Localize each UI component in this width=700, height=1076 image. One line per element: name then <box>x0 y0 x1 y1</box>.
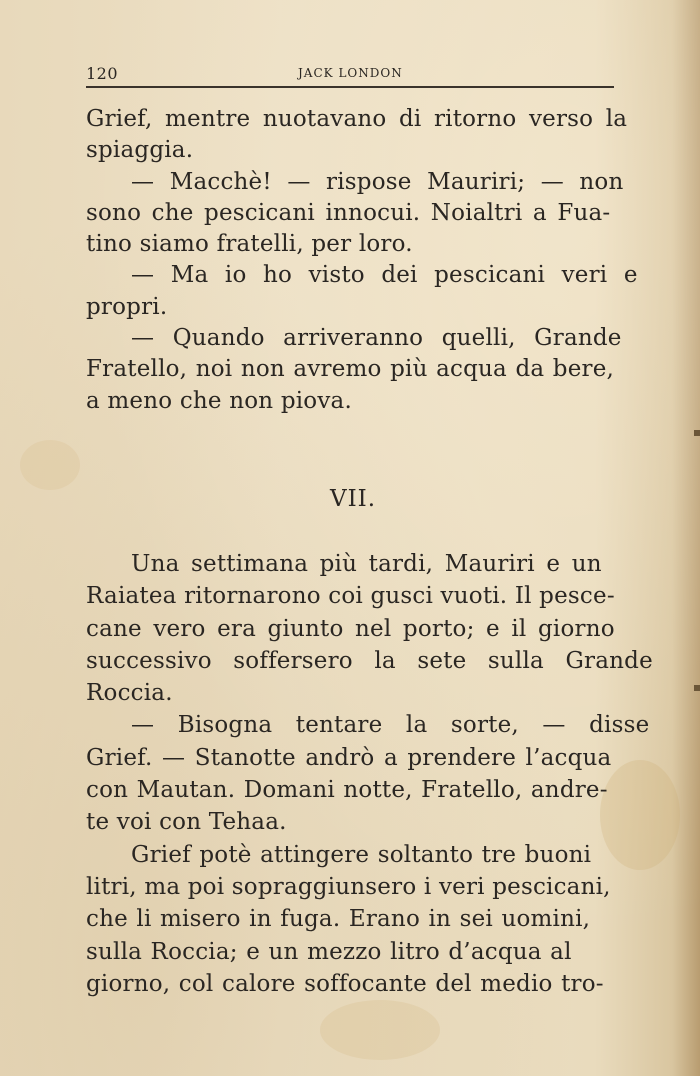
text-line: successivo soffersero la sete sulla Grande <box>86 647 653 674</box>
text-line: Grief, mentre nuotavano di ritorno verso la <box>86 106 628 132</box>
text-line: Roccia. <box>86 680 173 707</box>
paper-stain <box>320 1000 440 1060</box>
text-line: — Macchè! — rispose Mauriri; — non <box>131 168 624 195</box>
text-line: sono che pescicani innocui. Noialtri a Fua- <box>86 199 611 226</box>
text-line: tino siamo fratelli, per loro. <box>86 231 413 258</box>
text-line: sulla Roccia; e un mezzo litro d’acqua al <box>86 938 572 965</box>
page-edge-mark <box>694 685 700 691</box>
running-head: JACK LONDON <box>298 66 403 80</box>
text-line: a meno che non piova. <box>86 387 352 414</box>
header-rule <box>86 86 614 88</box>
text-line: che li misero in fuga. Erano in sei uomini, <box>86 906 591 933</box>
text-line: — Bisogna tentare la sorte, — disse <box>131 712 650 739</box>
paper-stain <box>20 440 80 490</box>
text-line: litri, ma poi sopraggiunsero i veri pescicani, <box>86 873 611 900</box>
text-line: te voi con Tehaa. <box>86 809 287 836</box>
text-line: spiaggia. <box>86 137 194 164</box>
page-edge-mark <box>694 430 700 436</box>
text-line: propri. <box>86 293 168 320</box>
text-line: Grief potè attingere soltanto tre buoni <box>131 841 592 868</box>
text-line: con Mautan. Domani notte, Fratello, andre- <box>86 777 608 804</box>
text-line: Fratello, noi non avremo più acqua da bere, <box>86 356 615 383</box>
page-header <box>86 62 614 86</box>
text-line: Raiatea ritornarono coi gusci vuoti. Il pesce- <box>86 583 615 610</box>
text-line: — Quando arriveranno quelli, Grande <box>131 325 622 352</box>
text-block-top <box>86 104 638 417</box>
page-number: 120 <box>86 64 119 83</box>
text-line: — Ma io ho visto dei pescicani veri e <box>131 262 638 289</box>
text-line: Una settimana più tardi, Mauriri e un <box>131 551 602 577</box>
text-line: giorno, col calore soffocante del medio tro- <box>86 970 604 997</box>
text-block-bottom <box>86 548 653 1000</box>
text-line: cane vero era giunto nel porto; e il giorno <box>86 615 615 642</box>
chapter-heading: VII. <box>329 486 377 512</box>
text-line: Grief. — Stanotte andrò a prendere l’acqua <box>86 744 612 771</box>
